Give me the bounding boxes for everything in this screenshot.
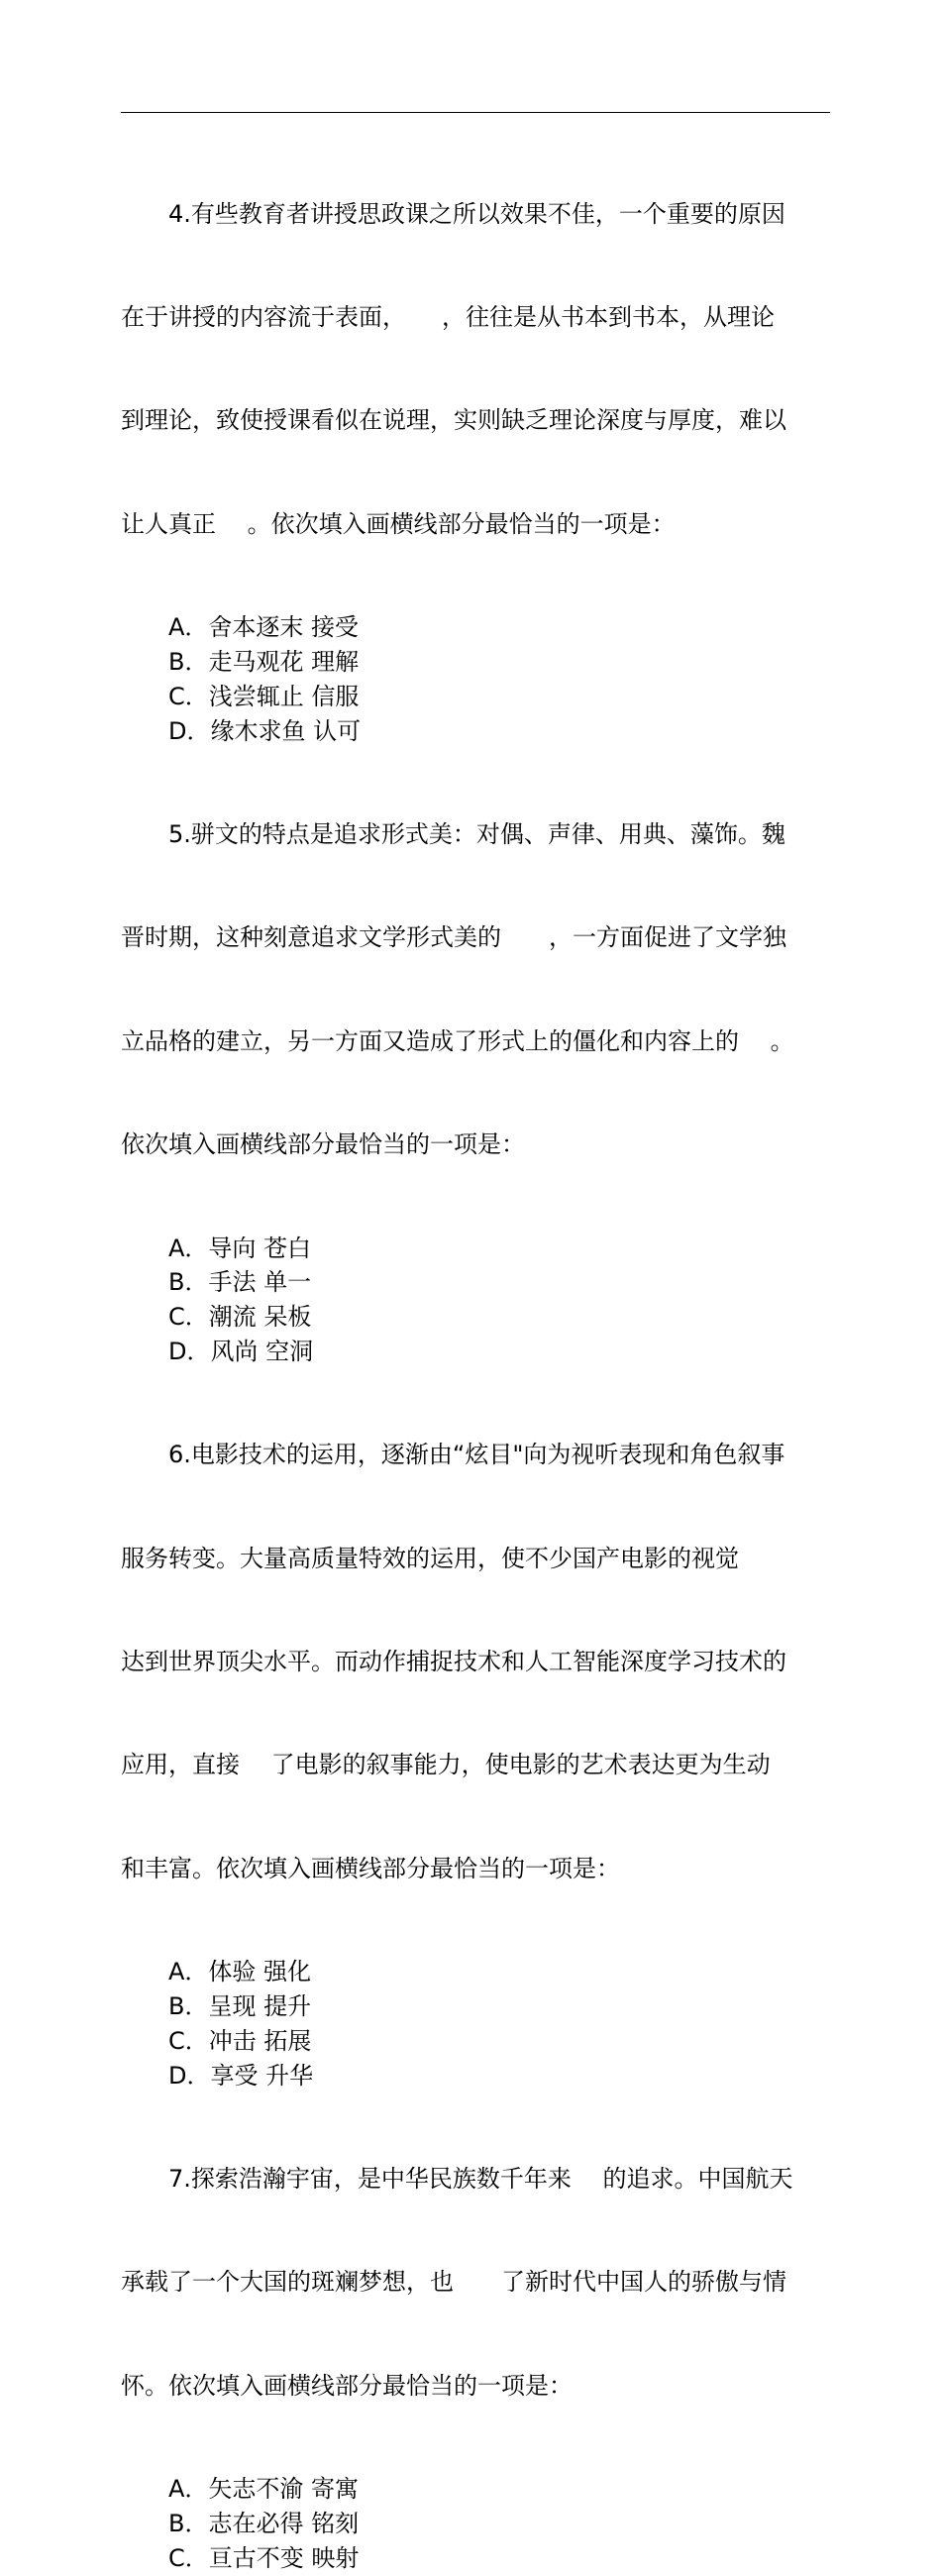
question-4-option-b: B．走马观花 理解 (168, 647, 360, 676)
question-5-line-3: 立品格的建立，另一方面又造成了形式上的僵化和内容上的 。 (121, 1026, 794, 1055)
question-6-option-c: C．冲击 拓展 (168, 2026, 312, 2055)
question-6-line-4: 应用，直接 了电影的叙事能力，使电影的艺术表达更为生动 (121, 1751, 771, 1779)
header-rule (121, 112, 830, 113)
question-7-stem (121, 2093, 830, 2472)
question-6-line-5: 和丰富。依次填入画横线部分最恰当的一项是： (121, 1854, 620, 1882)
question-4-option-d: D．缘木求鱼 认可 (168, 716, 362, 745)
question-4-stem (121, 128, 830, 610)
question-4-line-4: 让人真正 。依次填入画横线部分最恰当的一项是： (121, 509, 676, 538)
question-6-line-1: 6.电影技术的运用，逐渐由“炫目"向为视听表现和角色叙事 (168, 1441, 785, 1469)
question-4-line-2: 在于讲授的内容流于表面， ，往往是从书本到书本，从理论 (121, 302, 775, 331)
question-7-option-b: B．志在必得 铭刻 (168, 2509, 360, 2537)
question-7-line-3: 怀。依次填入画横线部分最恰当的一项是： (121, 2371, 573, 2400)
question-6-line-2: 服务转变。大量高质量特效的运用，使不少国产电影的视觉 (121, 1544, 739, 1572)
question-5-option-d: D．风尚 空洞 (168, 1337, 314, 1365)
question-7-line-2: 承载了一个大国的斑斓梦想，也 了新时代中国人的骄傲与情 (121, 2268, 786, 2297)
question-7-option-c: C．亘古不变 映射 (168, 2543, 360, 2572)
question-5-option-b: B．手法 单一 (168, 1268, 312, 1297)
question-5-line-4: 依次填入画横线部分最恰当的一项是： (121, 1130, 525, 1159)
question-7-line-1: 7.探索浩瀚宇宙，是中华民族数千年来 的追求。中国航天 (168, 2165, 793, 2194)
question-4-option-c: C．浅尝辄止 信服 (168, 682, 360, 710)
question-4-line-1: 4.有些教育者讲授思政课之所以效果不佳，一个重要的原因 (168, 199, 785, 228)
question-4-line-3: 到理论，致使授课看似在说理，实则缺乏理论深度与厚度，难以 (121, 406, 786, 435)
question-6-option-a: A．体验 强化 (168, 1958, 312, 1986)
question-6-option-b: B．呈现 提升 (168, 1992, 312, 2021)
question-5-option-c: C．潮流 呆板 (168, 1303, 312, 1332)
question-5-stem (121, 748, 830, 1231)
question-6-option-d: D．享受 升华 (168, 2061, 314, 2090)
question-6-stem (121, 1369, 830, 1956)
question-5-line-1: 5.骈文的特点是追求形式美：对偶、声律、用典、藻饰。魏 (168, 819, 785, 848)
question-4-option-a: A．舍本逐末 接受 (168, 613, 360, 642)
question-5-option-a: A．导向 苍白 (168, 1234, 312, 1262)
question-7-option-a: A．矢志不渝 寄寓 (168, 2475, 360, 2504)
question-6-line-3: 达到世界顶尖水平。而动作捕捉技术和人工智能深度学习技术的 (121, 1648, 786, 1676)
question-5-line-2: 晋时期，这种刻意追求文学形式美的 ，一方面促进了文学独 (121, 923, 786, 952)
document-body (121, 128, 830, 2576)
